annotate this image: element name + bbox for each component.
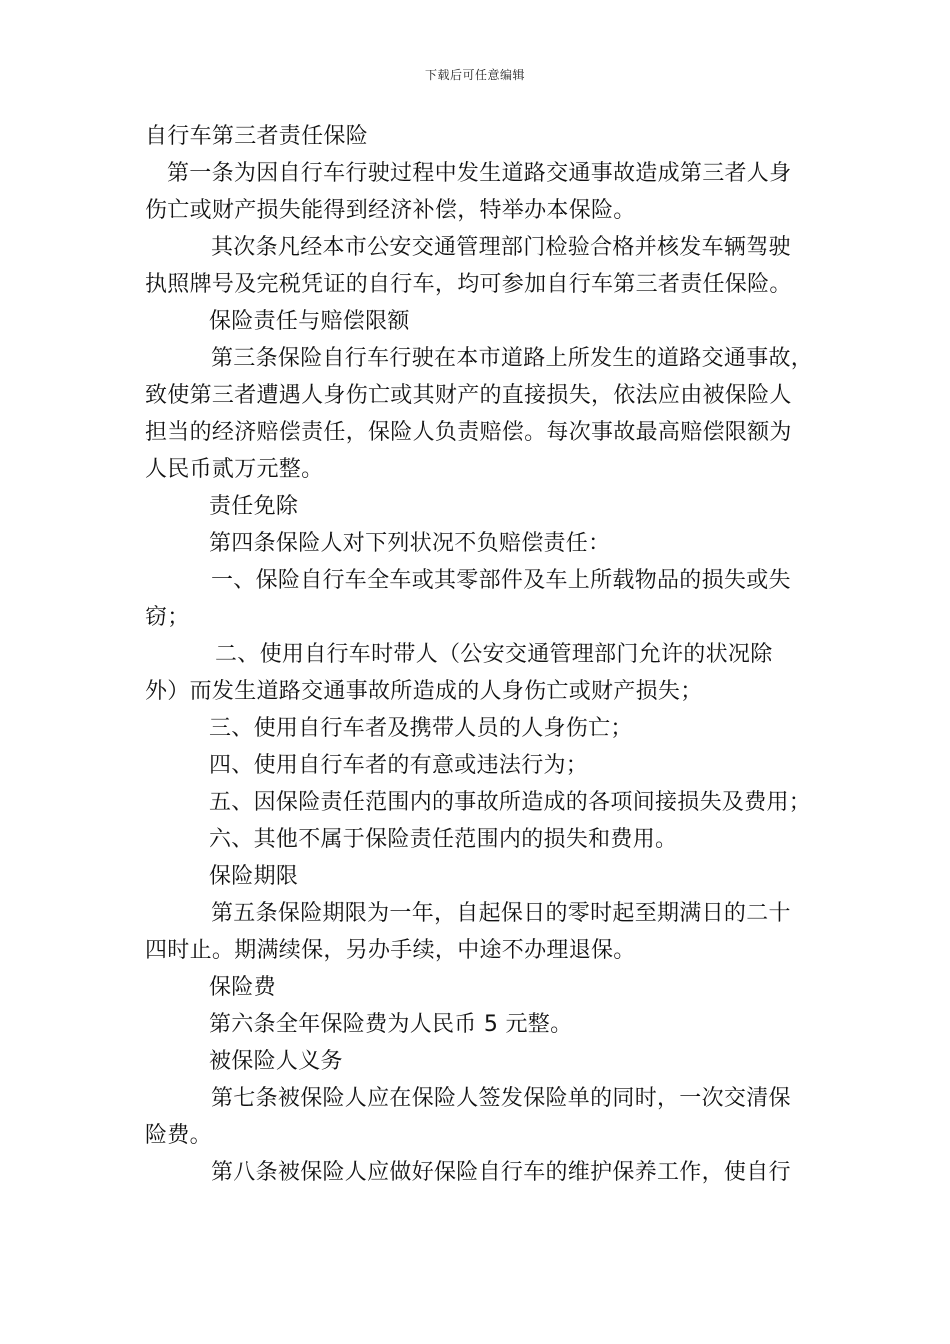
page-header: 下载后可任意编辑 xyxy=(424,68,525,82)
document-body xyxy=(145,118,814,1191)
list-item-line: 五、因保险责任范围内的事故所造成的各项间接损失及费用； xyxy=(209,790,812,815)
paragraph-line: 担当的经济赔偿责任，保险人负责赔偿。每次事故最高赔偿限额为 xyxy=(145,420,792,445)
paragraph-line: 四时止。期满续保，另办手续，中途不办理退保。 xyxy=(145,938,636,963)
paragraph-line: 第六条全年保险费为人民币 5 元整。 xyxy=(209,1012,573,1037)
section-heading: 责任免除 xyxy=(209,494,299,519)
list-item-line: 外）而发生道路交通事故所造成的人身伤亡或财产损失； xyxy=(145,679,703,704)
paragraph-line: 伤亡或财产损失能得到经济补偿，特举办本保险。 xyxy=(145,198,636,223)
section-heading: 被保险人义务 xyxy=(209,1049,343,1074)
paragraph-line: 执照牌号及完税凭证的自行车，均可参加自行车第三者责任保险。 xyxy=(145,272,792,297)
paragraph-line: 人民币贰万元整。 xyxy=(145,457,324,482)
list-item-line: 一、保险自行车全车或其零部件及车上所载物品的损失或失 xyxy=(211,568,791,593)
paragraph-line: 第七条被保险人应在保险人签发保险单的同时，一次交清保 xyxy=(211,1086,791,1111)
section-heading: 保险期限 xyxy=(209,864,299,889)
list-item-line: 四、使用自行车者的有意或违法行为； xyxy=(209,753,589,778)
document-title: 自行车第三者责任保险 xyxy=(145,124,369,149)
paragraph-line: 第一条为因自行车行驶过程中发生道路交通事故造成第三者人身 xyxy=(167,161,792,186)
paragraph-line: 致使第三者遭遇人身伤亡或其财产的直接损失，依法应由被保险人 xyxy=(145,383,792,408)
section-heading: 保险责任与赔偿限额 xyxy=(209,309,410,334)
list-item-line: 三、使用自行车者及携带人员的人身伤亡； xyxy=(209,716,633,741)
paragraph-line: 险费。 xyxy=(145,1123,212,1148)
list-item-line: 窃； xyxy=(145,605,190,630)
list-item-line: 六、其他不属于保险责任范围内的损失和费用。 xyxy=(209,827,678,852)
list-item-line: 二、使用自行车时带人（公安交通管理部门允许的状况除 xyxy=(215,642,773,667)
section-heading: 保险费 xyxy=(209,975,276,1000)
paragraph-line: 第五条保险期限为一年，自起保日的零时起至期满日的二十 xyxy=(211,901,791,926)
paragraph-line: 第四条保险人对下列状况不负赔偿责任： xyxy=(209,531,611,556)
paragraph-line: 其次条凡经本市公安交通管理部门检验合格并核发车辆驾驶 xyxy=(211,235,791,260)
paragraph-line: 第八条被保险人应做好保险自行车的维护保养工作，使自行 xyxy=(211,1160,791,1185)
paragraph-line: 第三条保险自行车行驶在本市道路上所发生的道路交通事故， xyxy=(211,346,814,371)
